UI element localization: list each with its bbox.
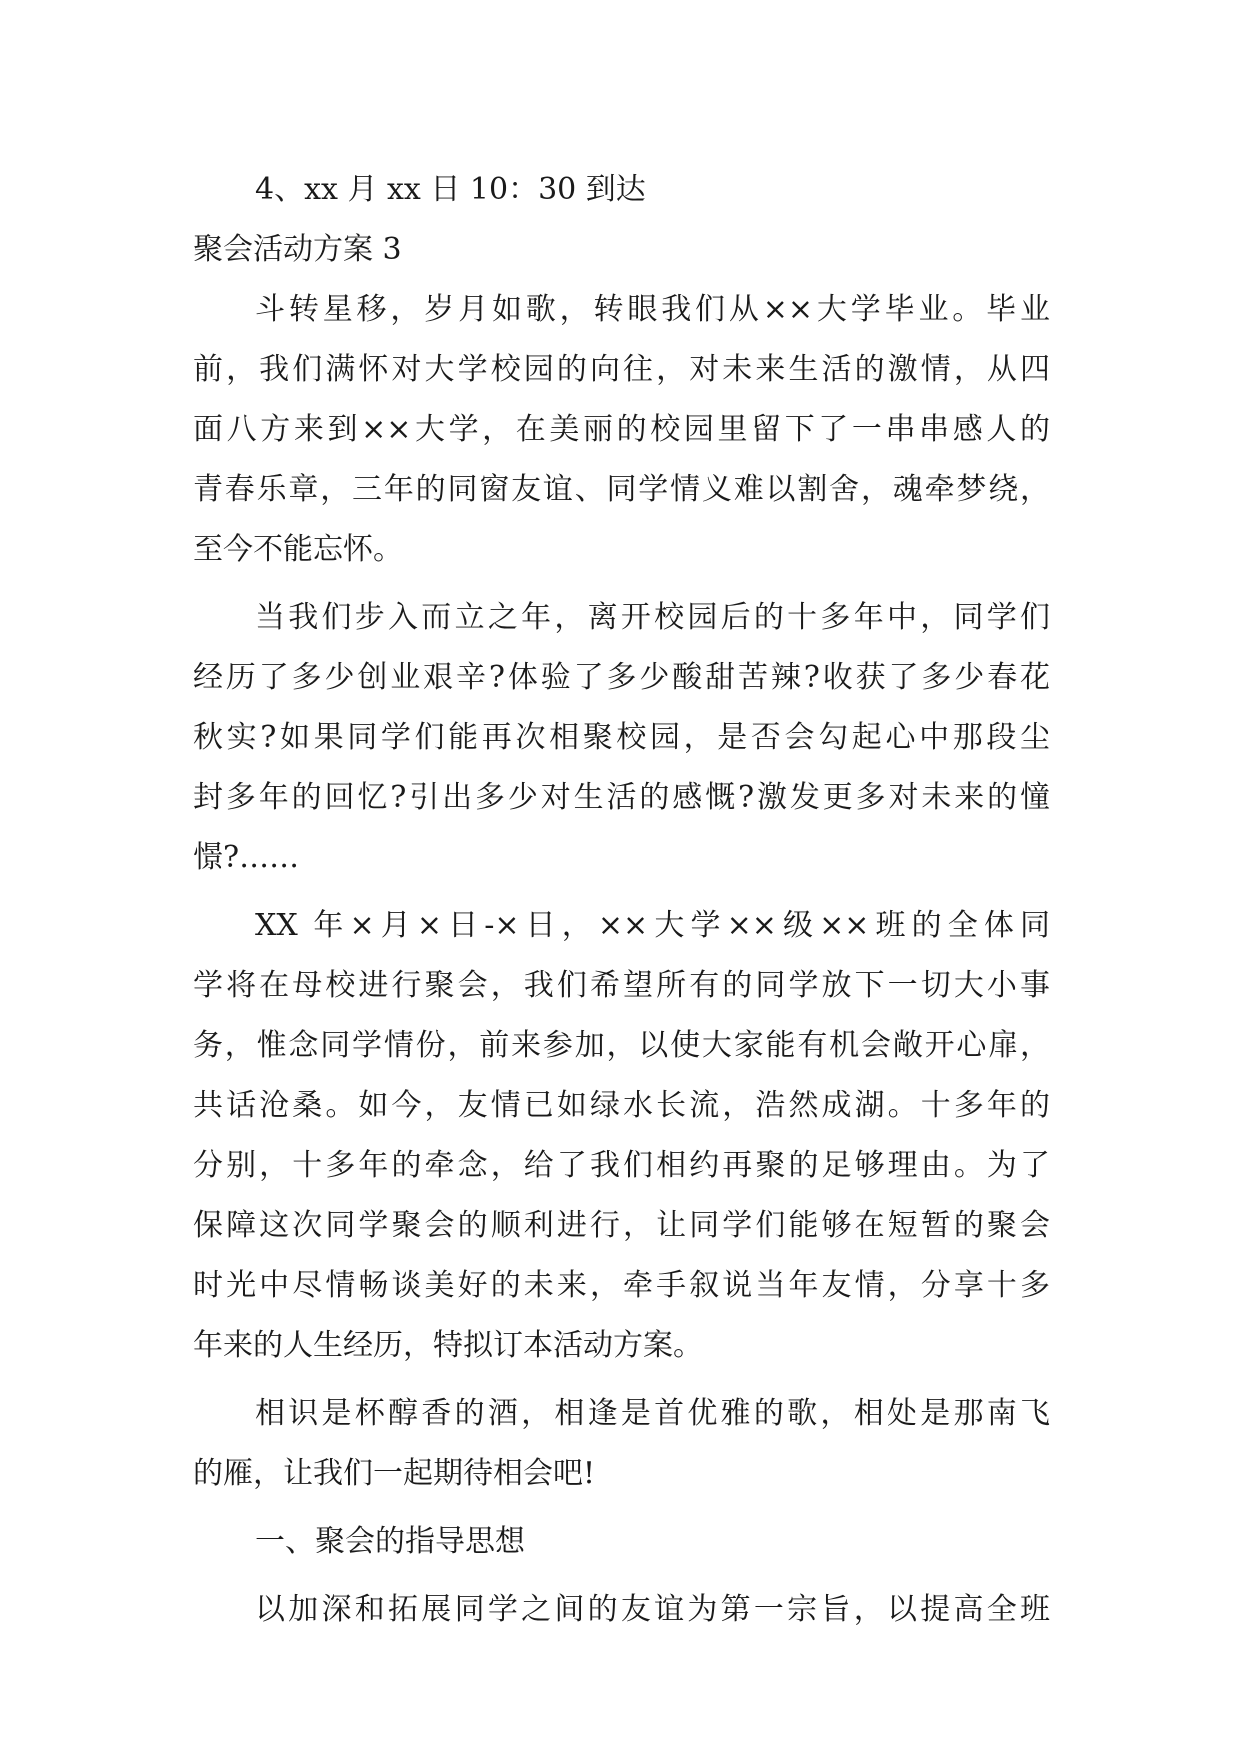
paragraph — [193, 280, 1050, 580]
text-line: 经历了多少创业艰辛?体验了多少酸甜苦辣?收获了多少春花 — [193, 660, 1050, 695]
section-title: 聚会活动方案 3 — [193, 232, 402, 267]
schedule-item: 4、xx 月 xx 日 10：30 到达 — [255, 172, 646, 207]
text-line: 分别，十多年的牵念，给了我们相约再聚的足够理由。为了 — [193, 1148, 1050, 1183]
text-line: 务，惟念同学情份，前来参加，以使大家能有机会敞开心扉， — [193, 1028, 1050, 1063]
text-line: 年来的人生经历，特拟订本活动方案。 — [193, 1328, 703, 1363]
text-line: 保障这次同学聚会的顺利进行，让同学们能够在短暂的聚会 — [193, 1208, 1050, 1243]
text-line: XX 年×月×日-×日，××大学××级××班的全体同 — [255, 908, 1050, 943]
text-line: 青春乐章，三年的同窗友谊、同学情义难以割舍，魂牵梦绕， — [193, 472, 1050, 507]
text-line: 面八方来到××大学，在美丽的校园里留下了一串串感人的 — [193, 412, 1050, 447]
paragraph — [193, 588, 1050, 888]
paragraph — [193, 1384, 1050, 1504]
text-line: 以加深和拓展同学之间的友谊为第一宗旨，以提高全班 — [255, 1592, 1050, 1627]
text-line: 至今不能忘怀。 — [193, 532, 403, 567]
text-line: 前，我们满怀对大学校园的向往，对未来生活的激情，从四 — [193, 352, 1050, 387]
text-line: 秋实?如果同学们能再次相聚校园，是否会勾起心中那段尘 — [193, 720, 1050, 755]
text-line: 共话沧桑。如今，友情已如绿水长流，浩然成湖。十多年的 — [193, 1088, 1050, 1123]
text-line: 当我们步入而立之年，离开校园后的十多年中，同学们 — [255, 600, 1050, 635]
paragraph — [193, 896, 1050, 1376]
text-line: 时光中尽情畅谈美好的未来，牵手叙说当年友情，分享十多 — [193, 1268, 1050, 1303]
section-heading: 一、聚会的指导思想 — [255, 1524, 525, 1559]
text-line: 学将在母校进行聚会，我们希望所有的同学放下一切大小事 — [193, 968, 1050, 1003]
text-line: 的雁，让我们一起期待相会吧! — [193, 1456, 596, 1491]
text-line: 封多年的回忆?引出多少对生活的感慨?激发更多对未来的憧 — [193, 780, 1050, 815]
text-line: 相识是杯醇香的酒，相逢是首优雅的歌，相处是那南飞 — [255, 1396, 1050, 1431]
text-line: 斗转星移，岁月如歌，转眼我们从××大学毕业。毕业 — [255, 292, 1050, 327]
document-body — [193, 160, 1050, 1640]
text-line: 憬?…… — [193, 840, 300, 875]
